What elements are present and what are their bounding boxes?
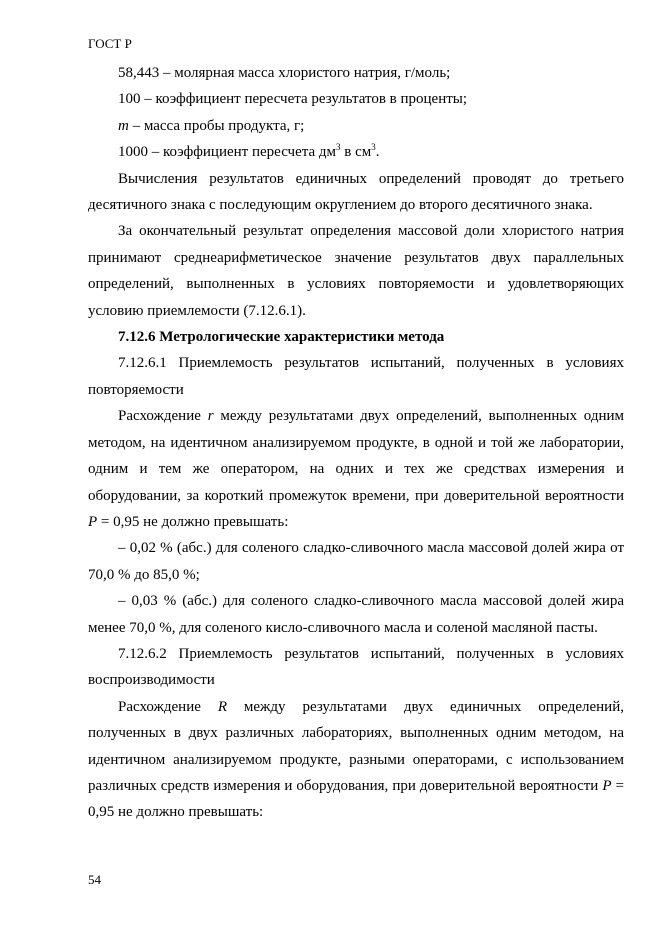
- definition-sample-mass: [88, 113, 624, 139]
- definition-molar-mass: 58,443 – молярная масса хлористого натрия, г/моль;: [118, 65, 451, 81]
- definition-percent-factor: 100 – коэффициент пересчета результатов в проценты;: [118, 91, 468, 108]
- page-number: 54: [88, 872, 101, 887]
- paragraph-final-result: За окончательный результат определения массовой доли хлористого натрия принимают среднеарифметическое значение результатов двух параллельных определений, выполненных в условиях повторяемости и удовлетворяющих условию приемлемости (7.12.6.1).: [88, 223, 624, 319]
- symbol-p: P: [88, 513, 98, 530]
- paragraph-repeatability-limit: [88, 403, 624, 535]
- repeatability-text-b: между результатами двух определений, выполненных одним методом, на идентичном анализируемом продукте, в одной и той же лаборатории, одним и тем же оператором, на одних и тех же средствах измерения и оборудовании, за короткий промежуток времени, при доверительной вероятности: [88, 408, 625, 504]
- section-heading-metrology: 7.12.6 Метрологические характеристики метода: [118, 329, 445, 346]
- repeatability-text-c: = 0,95 не должно превышать:: [97, 513, 289, 530]
- symbol-p-2: P: [602, 777, 612, 794]
- repeatability-text-a: Расхождение: [118, 408, 208, 425]
- paragraph-reproducibility-limit: [88, 694, 624, 826]
- definition-volume-factor: [88, 139, 624, 165]
- symbol-R: R: [217, 698, 227, 715]
- volume-factor-text-b: в см: [340, 144, 372, 161]
- list-item-repeatability-2: – 0,03 % (абс.) для соленого сладко-сливочного масла массовой долей жира менее 70,0 %, для соленого кисло-сливочного масла и соленой масляной пасты.: [88, 593, 624, 636]
- subsection-title-reproducibility: 7.12.6.2 Приемлемость результатов испытаний, полученных в условиях воспроизводимости: [88, 645, 624, 689]
- volume-factor-text-c: .: [375, 144, 380, 161]
- paragraph-calculation-rounding: Вычисления результатов единичных определений проводят до третьего десятичного знака с последующим округлением до второго десятичного знака.: [88, 170, 624, 214]
- definition-sample-mass-text: – масса пробы продукта, г;: [128, 117, 305, 134]
- superscript-3a: 3: [336, 142, 341, 153]
- volume-factor-text-a: 1000 – коэффициент пересчета дм: [118, 144, 337, 161]
- symbol-m: m: [118, 117, 129, 134]
- reproducibility-text-c: = 0,95 не должно превышать:: [88, 777, 625, 821]
- symbol-r: r: [207, 408, 214, 425]
- superscript-3b: 3: [371, 142, 376, 153]
- page-header-standard: ГОСТ Р: [88, 36, 132, 51]
- document-body: [88, 60, 624, 826]
- reproducibility-text-a: Расхождение: [118, 698, 218, 715]
- subsection-title-repeatability: 7.12.6.1 Приемлемость результатов испытаний, полученных в условиях повторяемости: [88, 355, 624, 398]
- list-item-repeatability-1: – 0,02 % (абс.) для соленого сладко-сливочного масла массовой долей жира от 70,0 % до 85,0 %;: [88, 540, 624, 583]
- reproducibility-text-b: между результатами двух единичных определений, полученных в двух различных лабораториях, выполненных одним методом, на идентичном анализируемом продукте, разными операторами, с использованием различных средств измерения и оборудования, при доверительной вероятности: [88, 698, 624, 794]
